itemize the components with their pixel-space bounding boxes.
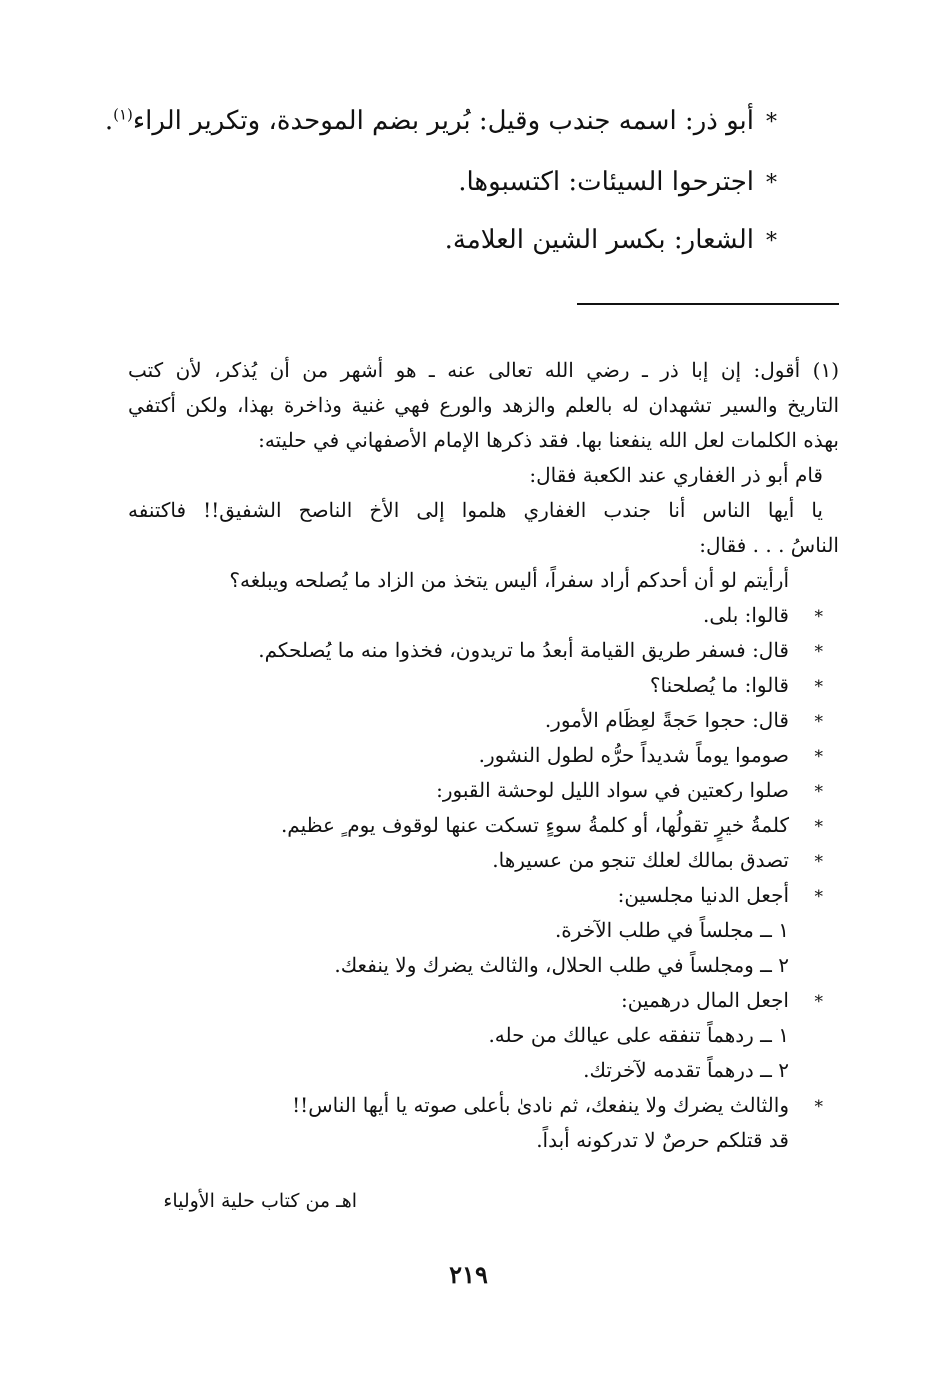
source-citation: اهـ من كتاب حلية الأولياء xyxy=(163,1190,357,1212)
saying-line xyxy=(128,808,839,843)
saying-line xyxy=(128,983,839,1018)
numbered-item: ٢ ــ ومجلساً في طلب الحلال، والثالث يضرك ولا ينفعك. xyxy=(334,953,789,977)
footnote-question: أرأيتم لو أن أحدكم أراد سفراً، أليس يتخذ من الزاد ما يُصلحه ويبلغه؟ xyxy=(229,568,789,592)
saying-text: صلوا ركعتين في سواد الليل لوحشة القبور: xyxy=(436,778,789,802)
gloss-entry-shiaar xyxy=(130,223,777,259)
footnote-line: بهذه الكلمات لعل الله ينفعنا بها. فقد ذكرها الإمام الأصفهاني في حليته: xyxy=(258,428,839,452)
numbered-item: ١ ــ مجلساً في طلب الآخرة. xyxy=(554,918,789,942)
page-number: ٢١٩ xyxy=(449,1260,488,1289)
saying-text: أجعل الدنيا مجلسين: xyxy=(617,883,789,907)
footnote-closing-line: قد قتلكم حرصٌ لا تدركونه أبداً. xyxy=(536,1128,789,1152)
saying-text: قالوا: بلى. xyxy=(703,603,789,627)
saying-line xyxy=(128,703,839,738)
asterisk-icon: * xyxy=(766,229,777,254)
saying-text: تصدق بمالك لعلك تنجو من عسيرها. xyxy=(492,848,789,872)
footnote-line: قام أبو ذر الغفاري عند الكعبة فقال: xyxy=(529,463,823,487)
saying-line xyxy=(128,668,839,703)
asterisk-icon: * xyxy=(814,1097,823,1117)
asterisk-icon: * xyxy=(766,171,777,196)
footnote-line: الناسُ . . . فقال: xyxy=(699,533,839,557)
saying-text: قال: فسفر طريق القيامة أبعدُ ما تريدون، فخذوا منه ما يُصلحكم. xyxy=(258,638,789,662)
gloss-text: اجترحوا السيئات: اكتسبوها. xyxy=(458,167,754,197)
saying-text: صوموا يوماً شديداً حرُّه لطول النشور. xyxy=(478,743,789,767)
gloss-text: الشعار: بكسر الشين العلامة. xyxy=(444,225,754,255)
saying-line xyxy=(128,773,839,808)
saying-line xyxy=(128,738,839,773)
saying-text: كلمةُ خيرٍ تقولُها، أو كلمةُ سوءٍ تسكت عنها لوقوف يوم ٍ عظيم. xyxy=(280,813,789,837)
asterisk-icon: * xyxy=(814,852,823,872)
asterisk-icon: * xyxy=(766,110,777,135)
asterisk-icon: * xyxy=(814,782,823,802)
footnote-separator xyxy=(577,303,839,305)
gloss-text: أبو ذر: اسمه جندب وقيل: بُرير بضم الموحدة، وتكرير الراء xyxy=(132,106,754,136)
footnote-marker[interactable]: (١) xyxy=(113,105,133,124)
gloss-entry-ijtarahu xyxy=(130,165,777,201)
asterisk-icon: * xyxy=(814,992,823,1012)
asterisk-icon: * xyxy=(814,712,823,732)
footnote-block xyxy=(128,353,839,1158)
asterisk-icon: * xyxy=(814,817,823,837)
numbered-item: ٢ ــ درهماً تقدمه لآخرتك. xyxy=(583,1058,789,1082)
footnote-line: يا أيها الناس أنا جندب الغفاري هلموا إلى الأخ الناصح الشفيق!! فاكتنفه xyxy=(128,498,823,522)
saying-line xyxy=(128,878,839,913)
gloss-entry-abu-dharr xyxy=(104,104,777,140)
footnote-line: التاريخ والسير تشهدان له بالعلم والزهد والورع فهي غنية وذاخرة بهذا، ولكن أكتفي xyxy=(128,393,839,417)
saying-line xyxy=(128,843,839,878)
saying-line xyxy=(128,1088,839,1123)
asterisk-icon: * xyxy=(814,642,823,662)
saying-text: قالوا: ما يُصلحنا؟ xyxy=(649,673,789,697)
asterisk-icon: * xyxy=(814,677,823,697)
saying-text: والثالث يضرك ولا ينفعك، ثم نادىٰ بأعلى صوته يا أيها الناس!! xyxy=(292,1093,789,1117)
asterisk-icon: * xyxy=(814,887,823,907)
saying-text: قال: حجوا حَجةً لعِظَام الأمور. xyxy=(544,708,789,732)
footnote-line: (١) أقول: إن إبا ذر ـ رضي الله تعالى عنه ـ هو أشهر من أن يُذكر، لأن كتب xyxy=(128,358,839,382)
numbered-item: ١ ــ ردهماً تنفقه على عيالك من حله. xyxy=(488,1023,789,1047)
saying-text: اجعل المال درهمين: xyxy=(621,988,789,1012)
asterisk-icon: * xyxy=(814,747,823,767)
saying-line xyxy=(128,633,839,668)
asterisk-icon: * xyxy=(814,607,823,627)
saying-line xyxy=(128,598,839,633)
gloss-end-punct: . xyxy=(104,106,114,136)
